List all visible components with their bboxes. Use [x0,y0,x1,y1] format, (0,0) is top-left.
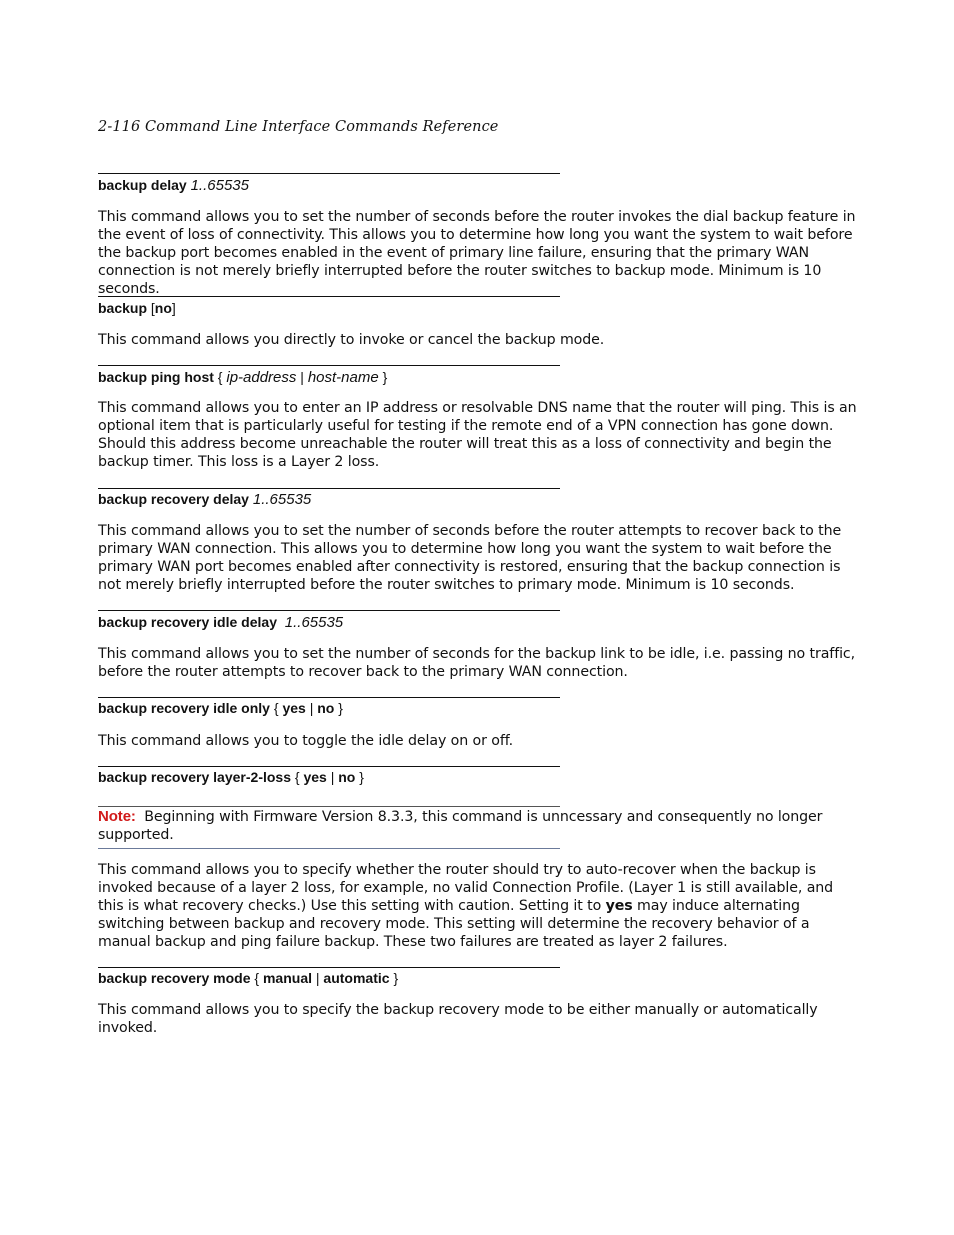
section-rule [98,766,560,767]
command-option: no [154,300,172,316]
section-rule [98,967,560,968]
command-option: yes [282,700,306,716]
note-text: Beginning with Firmware Version 8.3.3, this command is unncessary and consequently no longer supported. [98,809,823,843]
command-syntax [98,614,343,631]
command-syntax: backup recovery idle only { yes | no } [98,700,343,716]
note-rule-bottom [98,848,560,849]
command-syntax [98,177,249,194]
command-argument: host-name [307,369,379,386]
note-rule-top [98,806,560,807]
command-name: backup recovery idle only [98,700,270,716]
command-option: yes [303,769,327,785]
command-name: backup delay [98,177,187,193]
note-box [98,808,858,844]
command-syntax: backup [no] [98,300,176,316]
command-description: This command allows you to specify whether the router should try to auto-recover when the backup is invoked because of a layer 2 loss, for example, no valid Connection Profile. (Layer 1 is still available, and this is what recovery checks.) Use this setting with caution. Setting it to yes may induce alternating switching between backup and recovery mode. This setting will determine the recovery behavior of a manual backup and ping failure backup. These two failures are treated as layer 2 failures. [98,862,834,950]
section-rule [98,296,560,297]
command-argument: 1..65535 [190,177,249,194]
command-name: backup [98,300,148,316]
section-rule [98,610,560,611]
section-rule [98,488,560,489]
command-description: This command allows you to set the number of seconds before the router attempts to recover back to the primary WAN connection. This allows you to determine how long you want the system to wait before the primary WAN port becomes enabled after connectivity is restored, ensuring that the backup connection is not merely briefly interrupted before the router switches to primary mode. Minimum is 10 seconds. [98,523,842,593]
command-option: no [338,769,356,785]
command-name: backup recovery mode [98,970,251,986]
page-header: 2-116 Command Line Interface Commands Reference [98,119,499,135]
note-label: Note: [98,808,136,825]
command-syntax: backup recovery mode { manual | automatic } [98,970,399,986]
section-rule [98,697,560,698]
command-description: This command allows you to set the number of seconds before the router invokes the dial backup feature in the event of loss of connectivity. This allows you to determine how long you want the system to wait before the backup port becomes enabled in the event of primary line failure, ensuring that the primary WAN connection is not merely briefly interrupted before the router switches to backup mode. Minimum is 10 seconds. [98,209,856,297]
command-argument: 1..65535 [284,614,344,631]
command-name: backup recovery idle delay [98,614,277,630]
section-rule [98,365,560,366]
command-option: manual [262,970,312,986]
command-description: This command allows you directly to invoke or cancel the backup mode. [98,332,605,348]
command-syntax [98,491,311,508]
command-argument: ip-address [226,369,297,386]
command-argument: 1..65535 [252,491,312,508]
command-description: This command allows you to specify the backup recovery mode to be either manually or automatically invoked. [98,1002,818,1036]
command-name: backup recovery layer-2-loss [98,769,291,785]
command-option: automatic [323,970,390,986]
command-option: no [317,700,335,716]
command-name: backup ping host [98,369,214,385]
command-description: This command allows you to enter an IP address or resolvable DNS name that the router will ping. This is an optional item that is particularly useful for testing if the remote end of a VPN connection has gone down. Should this address become unreachable the router will treat this as a loss of connectivity and begin the backup timer. This loss is a Layer 2 loss. [98,400,857,470]
command-syntax: backup recovery layer-2-loss { yes | no } [98,769,364,785]
command-description: This command allows you to toggle the idle delay on or off. [98,733,514,749]
command-description: This command allows you to set the number of seconds for the backup link to be idle, i.e. passing no traffic, before the router attempts to recover back to the primary WAN connection. [98,646,856,680]
section-rule [98,173,560,174]
command-syntax: backup ping host { ip-address | host-name } [98,369,388,386]
command-name: backup recovery delay [98,491,249,507]
